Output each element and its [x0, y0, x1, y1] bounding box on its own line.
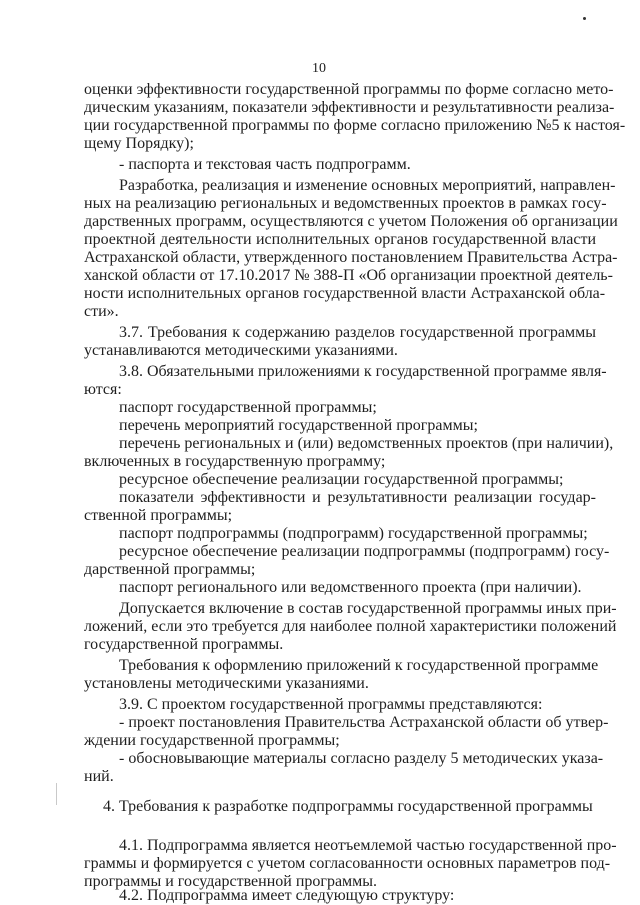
list-item: ресурсное обеспечение реализации подпрограммы (подпрограмм) госу- — [119, 543, 610, 560]
text-line: оценки эффективности государственной программы по форме согласно мето- — [84, 81, 614, 98]
text-line: ханской области от 17.10.2017 № 388-П «Об организации проектной деятель- — [84, 267, 613, 284]
text-line: ных на реализацию региональных и ведомственных проектов в рамках госу- — [84, 195, 607, 212]
text-line: проектной деятельности исполнительных органов государственной власти — [84, 231, 596, 248]
list-item: перечень мероприятий государственной программы; — [119, 417, 478, 434]
scan-mark — [56, 783, 57, 805]
list-item: - проект постановления Правительства Астраханской области об утвер- — [119, 714, 609, 731]
list-item-continued: ственной программы; — [84, 507, 233, 524]
text-line: дическим указаниям, показатели эффективности и результативности реализа- — [84, 99, 615, 116]
list-item: перечень региональных и (или) ведомственных проектов (при наличии), — [119, 435, 614, 452]
text-line: сти». — [84, 303, 119, 320]
list-item-continued: дарственной программы; — [84, 561, 256, 578]
list-item-continued: включенных в государственную программу; — [84, 453, 386, 470]
section-heading: 4. Требования к разработке подпрограммы государственной программы — [103, 798, 593, 815]
text-line: ются: — [84, 381, 122, 398]
text-line: дарственных программ, осуществляются с учетом Положения об организации — [84, 213, 618, 230]
text-line: 4.1. Подпрограмма является неотъемлемой частью государственной про- — [119, 837, 617, 854]
text-line: Требования к оформлению приложений к государственной программе — [119, 657, 599, 674]
list-item-continued: ний. — [84, 768, 114, 785]
list-item: показатели эффективности и результативности реализации государ- — [119, 489, 596, 506]
list-item: - обосновывающие материалы согласно разделу 5 методических указа- — [119, 750, 604, 767]
text-line: щему Порядку); — [84, 135, 194, 152]
text-line: 3.8. Обязательными приложениями к государственной программе явля- — [119, 363, 607, 380]
list-item: - паспорта и текстовая часть подпрограмм. — [119, 156, 411, 173]
list-item: паспорт регионального или ведомственного проекта (при наличии). — [119, 579, 582, 596]
text-line: установлены методическими указаниями. — [84, 675, 369, 692]
page-number: 10 — [312, 61, 326, 76]
text-line: государственной программы. — [84, 636, 284, 653]
scan-speck — [583, 17, 586, 20]
text-line: ложений, если это требуется для наиболее полной характеристики положений — [84, 618, 617, 635]
text-line: ности исполнительных органов государственной власти Астраханской обла- — [84, 285, 606, 302]
text-line: Разработка, реализация и изменение основных мероприятий, направлен- — [119, 177, 616, 194]
text-line: 3.7. Требования к содержанию разделов государственной программы — [119, 324, 596, 341]
text-line: граммы и формируется с учетом согласованности основных параметров под- — [84, 855, 611, 872]
text-line: Допускается включение в состав государственной программы иных при- — [119, 600, 617, 617]
text-line: устанавливаются методическими указаниями. — [84, 342, 398, 359]
list-item: паспорт подпрограммы (подпрограмм) государственной программы; — [119, 525, 588, 542]
text-line: 4.2. Подпрограмма имеет следующую структуру: — [119, 887, 455, 904]
list-item: паспорт государственной программы; — [119, 399, 377, 416]
list-item: ресурсное обеспечение реализации государственной программы; — [119, 471, 564, 488]
text-line: ции государственной программы по форме согласно приложению №5 к настоя- — [84, 117, 626, 134]
text-line: 3.9. С проектом государственной программы представляются: — [119, 696, 543, 713]
text-line: программы и государственной программы. — [84, 873, 378, 890]
list-item-continued: ждении государственной программы; — [84, 732, 340, 749]
text-line: Астраханской области, утвержденного постановлением Правительства Астра- — [84, 249, 618, 266]
